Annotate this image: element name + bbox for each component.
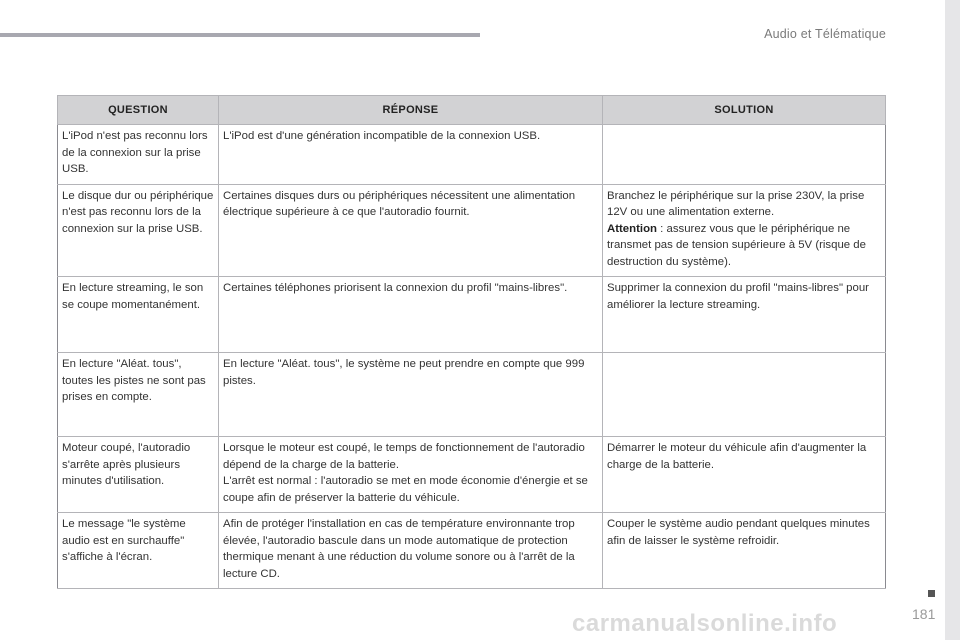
page-edge-strip <box>945 0 960 640</box>
end-marker-square <box>928 590 935 597</box>
table-row <box>58 437 886 513</box>
response-cell: En lecture "Aléat. tous", le système ne peut prendre en compte que 999 pistes. <box>219 353 603 437</box>
solution-cell <box>603 184 886 277</box>
attention-label: Attention <box>607 222 657 235</box>
table-header-row <box>58 96 886 125</box>
question-cell: En lecture streaming, le son se coupe momentanément. <box>58 277 219 353</box>
header-rule <box>0 33 480 37</box>
response-extra-text: L'arrêt est normal : l'autoradio se met en mode économie d'énergie et se coupe afin de préserver la batterie du véhicule. <box>223 475 588 504</box>
question-cell: Le disque dur ou périphérique n'est pas reconnu lors de la connexion sur la prise USB. <box>58 184 219 277</box>
table-row <box>58 277 886 353</box>
solution-cell: Couper le système audio pendant quelques minutes afin de laisser le système refroidir. <box>603 513 886 589</box>
solution-cell <box>603 125 886 185</box>
watermark-text: carmanualsonline.info <box>572 610 838 637</box>
page-number: 181 <box>912 606 936 622</box>
table-row <box>58 184 886 277</box>
attention-text: : assurez vous que le périphérique ne transmet pas de tension supérieure à 5V (risque de destruction du système). <box>607 222 866 268</box>
response-cell: L'iPod est d'une génération incompatible de la connexion USB. <box>219 125 603 185</box>
solution-cell: Démarrer le moteur du véhicule afin d'augmenter la charge de la batterie. <box>603 437 886 513</box>
table-row <box>58 513 886 589</box>
solution-text: Branchez le périphérique sur la prise 230V, la prise 12V ou une alimentation externe. <box>607 189 865 218</box>
solution-cell <box>603 353 886 437</box>
table-row <box>58 125 886 185</box>
response-cell: Certaines téléphones priorisent la connexion du profil "mains-libres". <box>219 277 603 353</box>
question-cell: L'iPod n'est pas reconnu lors de la connexion sur la prise USB. <box>58 125 219 185</box>
table-row <box>58 353 886 437</box>
response-text: Lorsque le moteur est coupé, le temps de fonctionnement de l'autoradio dépend de la charge de la batterie. <box>223 442 585 471</box>
solution-cell: Supprimer la connexion du profil "mains-libres" pour améliorer la lecture streaming. <box>603 277 886 353</box>
response-cell: Certaines disques durs ou périphériques nécessitent une alimentation électrique supérieure à ce que l'autoradio fournit. <box>219 184 603 277</box>
section-title: Audio et Télématique <box>764 27 886 41</box>
troubleshooting-table <box>57 95 886 589</box>
question-cell: Le message "le système audio est en surchauffe" s'affiche à l'écran. <box>58 513 219 589</box>
column-header-question: QUESTION <box>58 96 219 125</box>
question-cell: Moteur coupé, l'autoradio s'arrête après plusieurs minutes d'utilisation. <box>58 437 219 513</box>
column-header-solution: SOLUTION <box>603 96 886 125</box>
question-cell: En lecture "Aléat. tous", toutes les pistes ne sont pas prises en compte. <box>58 353 219 437</box>
column-header-response: RÉPONSE <box>219 96 603 125</box>
response-cell: Afin de protéger l'installation en cas de température environnante trop élevée, l'autoradio bascule dans un mode automatique de protection thermique menant à une réduction du volume sonore ou à l'arrêt de la lecture CD. <box>219 513 603 589</box>
response-cell <box>219 437 603 513</box>
